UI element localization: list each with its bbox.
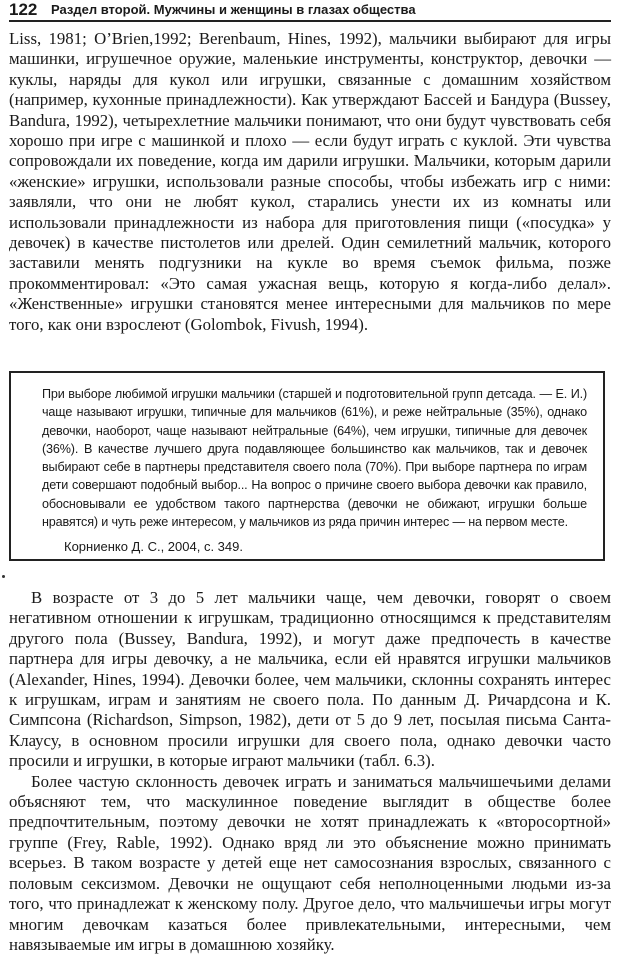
running-head: Раздел второй. Мужчины и женщины в глазах общества [51, 2, 416, 17]
body-text-bottom [9, 588, 611, 955]
quote-box [9, 371, 605, 561]
paragraph: Более частую склонность девочек играть и заниматься мальчишечьими делами объясняют тем, что маскулинное поведение выглядит в обществе более предпочтительным, поэтому девочки не хотят принадлежать к «второсортной» группе (Frey, Rable, 1992). Однако вряд ли это объяснение можно принимать всерьез. В таком возрасте у детей еще нет самосознания взрослых, связанного с половым сексизмом. Девочки не ощущают себя неполноценными людьми из-за того, что принадлежат к женскому полу. Другое дело, что мальчишечьи игры могут многим девочкам казаться более привлекательными, интересными, чем навязываемые им игры в домашнюю хозяйку. [9, 771, 611, 954]
paragraph: Liss, 1981; O’Brien,1992; Berenbaum, Hines, 1992), мальчики выбирают для игры машинки, игрушечное оружие, маленькие инструменты, конструктор, девочки — куклы, наряды для кукол или игрушки, связанные с домашним хозяйством (например, кухонные принадлежности). Как утверждают Бассей и Бандура (Bussey, Bandura, 1992), четырехлетние мальчики понимают, что они будут чувствовать себя хорошо при игре с машинкой и плохо — если будут играть с куклой. Эти чувства сопровождали их поведение, когда им дарили игрушки. Мальчики, которым дарили «женские» игрушки, использовали разные способы, чтобы избежать игр с ними: заявляли, что они не любят кукол, старались унести их из комнаты или использовали принадлежности из набора для приготовления пищи («посудка» у девочек) в качестве пистолетов или дрелей. Один семилетний мальчик, которого заставили менять подгузники на кукле во время съемок фильма, позже прокомментировал: «Это самая ужасная вещь, которую я когда-либо делал». «Женственные» игрушки становятся менее интересными для мальчиков по мере того, как они взрослеют (Golombok, Fivush, 1994). [9, 29, 611, 334]
page-header [9, 0, 611, 22]
body-text-top [9, 29, 611, 335]
page-number: 122 [9, 0, 38, 19]
scan-speck [2, 575, 5, 578]
paragraph: В возрасте от 3 до 5 лет мальчики чаще, чем девочки, говорят о своем негативном отношении к игрушкам, традиционно относящимся к представителям другого пола (Bussey, Bandura, 1992), и могут даже предпочесть в качестве партнера для игры девочку, а не мальчика, если ей нравятся игрушки мальчиков (Alexander, Hines, 1994). Девочки более, чем мальчики, склонны сохранять интерес к игрушкам, играм и занятиям не своего пола. По данным Д. Ричардсона и К. Симпсона (Richardson, Simpson, 1982), дети от 5 до 9 лет, посылая письма Санта-Клаусу, в основном просили игрушки для своего пола, однако девочки часто просили и игрушки, в которые играют мальчики (табл. 6.3). [9, 588, 611, 771]
quote-text: При выборе любимой игрушки мальчики (старшей и подготовительной групп детсада. — Е. И.) чаще называют игрушки, типичные для мальчиков (61%), и реже нейтральные (35%), однако девочки, наоборот, чаще называют нейтральные (64%), чем игрушки, типичные для девочек (36%). В качестве лучшего друга подавляющее большинство как мальчиков, так и девочек выбирают себе в партнеры представителя своего пола (70%). При выборе партнера по играм дети совершают подобный выбор... На вопрос о причине своего выбора девочки как правило, обосновывали ее удобством такого партнерства (девочки не обижают, игрушки больше нравятся) и чуть реже интересом, у мальчиков из ряда причин интерес — на первом месте. [42, 387, 587, 530]
quote-source: Корниенко Д. С., 2004, с. 349. [64, 539, 243, 555]
